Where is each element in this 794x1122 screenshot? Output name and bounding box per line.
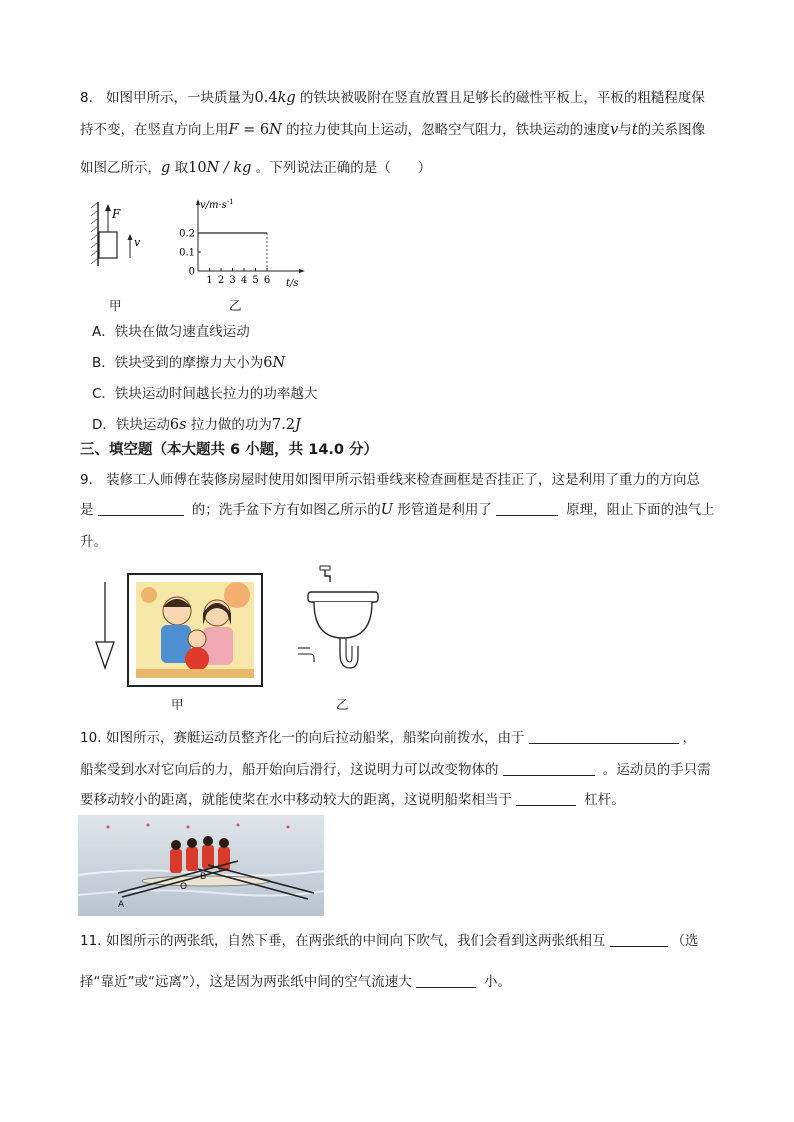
washbasin-figure bbox=[296, 562, 386, 682]
text: 取 bbox=[170, 160, 189, 176]
option-a: A．铁块在做匀速直线运动 bbox=[92, 324, 250, 340]
q8-line3 bbox=[80, 158, 431, 178]
plumb-bob-icon bbox=[96, 642, 114, 668]
x-tick-label: 5 bbox=[252, 275, 259, 286]
y-tick-label: 0.1 bbox=[179, 247, 195, 259]
text: 。下列说法正确的是（ ） bbox=[251, 160, 432, 176]
math-t: t bbox=[631, 122, 638, 138]
caption-jia: 甲 bbox=[109, 298, 122, 313]
basin-rim bbox=[308, 592, 378, 602]
maple-leaf-icon bbox=[141, 587, 157, 603]
text: 形管道是利用了 bbox=[393, 502, 492, 518]
math-value: 6 bbox=[169, 417, 180, 433]
faucet-handle bbox=[320, 566, 330, 570]
x-tick-label: 4 bbox=[240, 275, 248, 286]
q11-line2 bbox=[80, 972, 511, 992]
x-axis-arrow-icon bbox=[299, 269, 305, 273]
math-v: v bbox=[610, 122, 619, 138]
rowing-photo bbox=[78, 815, 324, 916]
wall-hatching bbox=[91, 202, 98, 264]
math-F: F bbox=[228, 122, 239, 138]
option-c: C．铁块运动时间越长拉力的功率越大 bbox=[92, 386, 318, 402]
q9-line2 bbox=[80, 500, 715, 520]
math-mass: 0.4 bbox=[254, 90, 278, 106]
u-pipe-outer bbox=[340, 638, 358, 668]
x-tick-label: 2 bbox=[217, 275, 225, 286]
text: 要移动较小的距离，就能使桨在水中移动较大的距离，这说明船桨相当于 bbox=[80, 792, 512, 808]
x-tick-label: 3 bbox=[229, 275, 236, 286]
text: （选 bbox=[671, 933, 699, 949]
question-number: 11. bbox=[80, 933, 102, 949]
text: 的关系图像 bbox=[637, 122, 706, 138]
y-tick-label: 0 bbox=[188, 266, 195, 278]
text: 如图甲所示，一块质量为 bbox=[106, 90, 255, 106]
question-number: 9. bbox=[80, 472, 93, 488]
drain-pipe bbox=[298, 654, 314, 662]
y-tick-label: 0.2 bbox=[179, 228, 195, 240]
option-d bbox=[92, 415, 301, 435]
water-background bbox=[78, 815, 324, 916]
math-unit: N bbox=[269, 122, 282, 138]
baby-body bbox=[185, 647, 209, 671]
text: 是 bbox=[80, 502, 94, 518]
maple-leaf-icon bbox=[224, 582, 250, 608]
text: 杠杆。 bbox=[580, 792, 625, 808]
text: 如图所示，赛艇运动员整齐化一的向后拉动船桨，船桨向前拨水，由于 bbox=[106, 730, 525, 746]
math-value: 10 bbox=[188, 160, 207, 176]
caption-yi: 乙 bbox=[229, 298, 242, 313]
q8-velocity-time-chart bbox=[168, 196, 308, 292]
text: 船桨受到水对它向后的力，船开始向后滑行，这说明力可以改变物体的 bbox=[80, 762, 499, 778]
math-value: = 6 bbox=[238, 122, 270, 138]
question-number: 8. bbox=[80, 90, 93, 106]
text: 小。 bbox=[479, 974, 512, 990]
answer-blank[interactable] bbox=[98, 501, 184, 516]
iron-block bbox=[99, 232, 117, 258]
answer-blank[interactable] bbox=[416, 973, 476, 988]
q11-line1 bbox=[80, 931, 699, 951]
answer-blank[interactable] bbox=[503, 761, 595, 776]
label-B: B bbox=[200, 872, 207, 882]
text: 的；洗手盆下方有如图乙所示的 bbox=[187, 502, 381, 518]
arrow-head-icon bbox=[128, 234, 133, 240]
text: 装修工人师傅在装修房屋时使用如图甲所示铅垂线来检查画框是否挂正了，这是利用了重力的方向总 bbox=[106, 472, 700, 488]
answer-blank[interactable] bbox=[529, 729, 679, 744]
text: 拉力做的功为 bbox=[186, 417, 272, 433]
caption-yi: 乙 bbox=[336, 697, 349, 712]
text: 的铁块被吸附在竖直放置且足够长的磁性平板上，平板的粗糙程度保 bbox=[295, 90, 705, 106]
q8-figure-jia bbox=[90, 200, 150, 270]
math-unit: kg bbox=[277, 90, 296, 106]
label-F: F bbox=[112, 207, 121, 221]
math-unit: N / kg bbox=[206, 160, 252, 176]
text: 持不变，在竖直方向上用 bbox=[80, 122, 229, 138]
x-tick-label: 6 bbox=[263, 275, 271, 286]
q9-line3: 升。 bbox=[80, 534, 107, 550]
q10-line1 bbox=[80, 728, 696, 748]
painting-ground bbox=[136, 669, 254, 678]
q8-line1 bbox=[80, 88, 705, 108]
q10-line2 bbox=[80, 760, 711, 780]
math-g: g bbox=[161, 160, 171, 176]
q8-line2 bbox=[80, 120, 705, 140]
text: 择“靠近”或“远离”），这是因为两张纸中间的空气流速大 bbox=[80, 974, 412, 990]
text: D．铁块运动 bbox=[92, 417, 170, 433]
baby-face bbox=[188, 630, 206, 648]
faucet-icon bbox=[325, 570, 330, 582]
text: 如图乙所示， bbox=[80, 160, 161, 176]
math-U: U bbox=[380, 502, 394, 518]
x-axis-label: t/s bbox=[286, 278, 299, 289]
text: B．铁块受到的摩擦力大小为 bbox=[92, 355, 264, 371]
math-unit: J bbox=[294, 417, 301, 433]
math-value: 7.2 bbox=[271, 417, 295, 433]
text: 。运动员的手只需 bbox=[598, 762, 711, 778]
q9-line1 bbox=[80, 470, 700, 490]
text: 的拉力使其向上运动，忽略空气阻力，铁块运动的速度 bbox=[281, 122, 611, 138]
answer-blank[interactable] bbox=[496, 501, 558, 516]
answer-blank[interactable] bbox=[610, 932, 668, 947]
picture-frame-figure bbox=[127, 573, 263, 687]
x-tick-label: 1 bbox=[206, 275, 213, 286]
text: ， bbox=[682, 730, 696, 746]
text: 如图所示的两张纸，自然下垂，在两张纸的中间向下吹气，我们会看到这两张纸相互 bbox=[106, 933, 606, 949]
y-axis-label: $v/m\cdot s^{-1}$ bbox=[200, 198, 234, 211]
arrow-head-icon bbox=[105, 204, 111, 211]
y-axis-exponent: -1 bbox=[226, 198, 234, 206]
u-pipe-inner bbox=[346, 638, 352, 662]
answer-blank[interactable] bbox=[516, 791, 576, 806]
math-unit: N bbox=[272, 355, 286, 371]
basin-bowl bbox=[314, 602, 372, 638]
section-title: 三、填空题（本大题共 6 小题，共 14.0 分） bbox=[80, 442, 379, 458]
label-O: O bbox=[180, 882, 188, 892]
caption-jia: 甲 bbox=[171, 697, 184, 712]
series-layer bbox=[198, 233, 267, 271]
label-A: A bbox=[118, 900, 125, 910]
label-v: v bbox=[134, 236, 141, 249]
math-unit: s bbox=[179, 417, 187, 433]
text: 与 bbox=[618, 122, 632, 138]
text: 原理，阻止下面的浊气上 bbox=[561, 502, 715, 518]
question-number: 10. bbox=[80, 730, 102, 746]
plumb-line-figure bbox=[92, 580, 122, 672]
math-value: 6 bbox=[263, 355, 273, 371]
q10-line3 bbox=[80, 790, 625, 810]
option-b bbox=[92, 353, 285, 373]
